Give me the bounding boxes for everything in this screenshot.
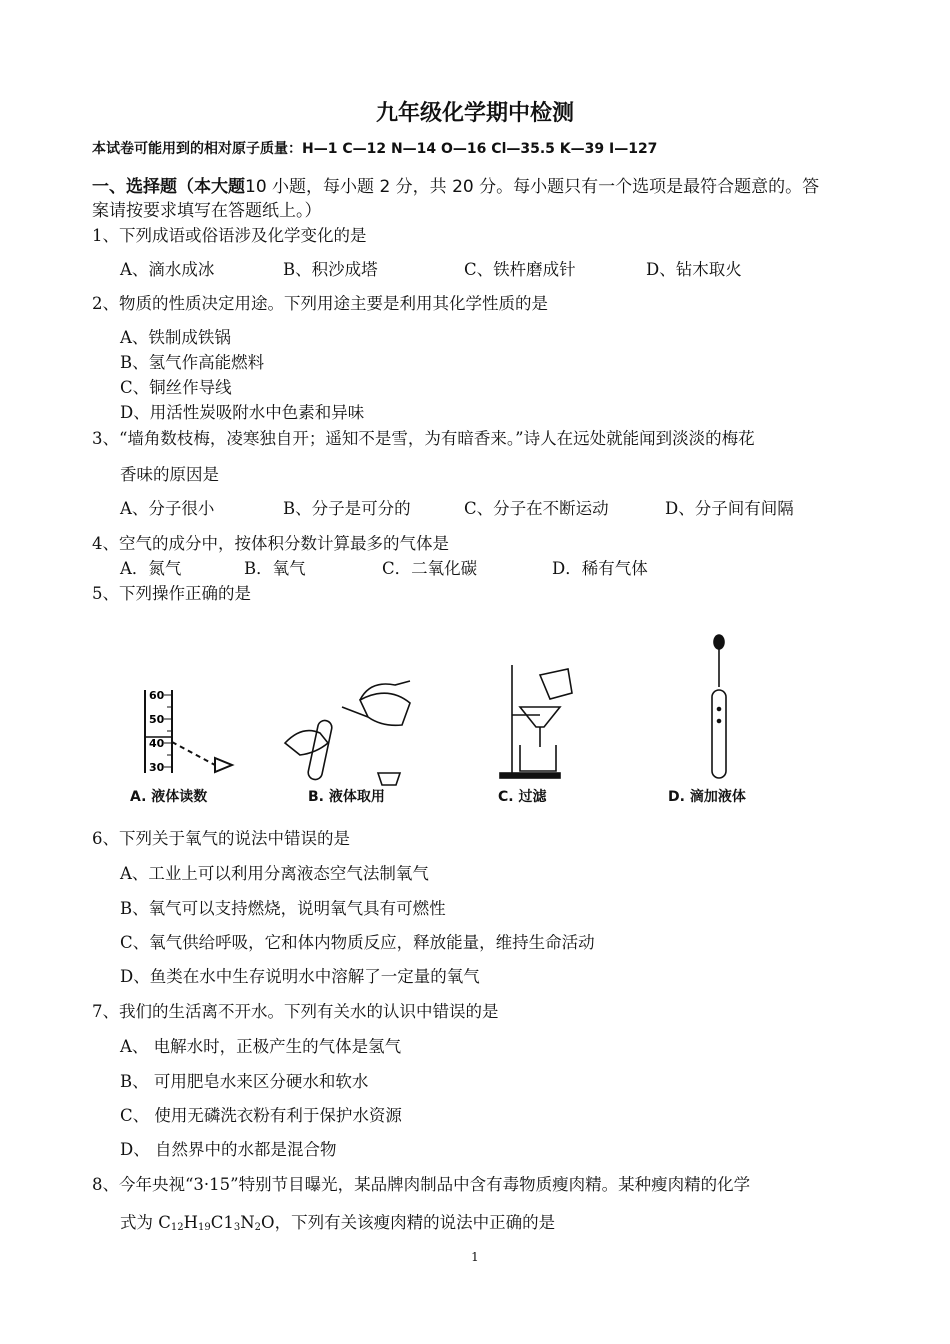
figure-label-b: B. 液体取用 — [308, 789, 385, 805]
figure-d-dropper — [712, 635, 726, 778]
question-1-option-c: C、铁杵磨成针 — [464, 260, 576, 279]
formula-cl: C1 — [210, 1213, 234, 1232]
figure-label-a: A. 液体读数 — [130, 789, 208, 805]
question-3-option-b: B、分子是可分的 — [283, 499, 411, 518]
question-2-option-a: A、铁制成铁锅 — [120, 328, 231, 347]
question-3-stem: 3、“墙角数枝梅，凌寒独自开；遥知不是雪，为有暗香来。”诗人在远处就能闻到淡淡的梅花 — [92, 429, 755, 448]
question-7-option-d: D、 自然界中的水都是混合物 — [120, 1140, 337, 1159]
page-title: 九年级化学期中检测 — [375, 101, 574, 126]
formula-h: H — [183, 1213, 198, 1232]
question-4-option-d: D．稀有气体 — [552, 559, 648, 578]
question-3-option-c: C、分子在不断运动 — [464, 499, 609, 518]
formula-h-count: 19 — [198, 1222, 211, 1233]
question-7-option-c: C、 使用无磷洗衣粉有利于保护水资源 — [120, 1106, 402, 1125]
question-3-stem-cont: 香味的原因是 — [120, 465, 219, 484]
question-1-option-b: B、积沙成塔 — [283, 260, 378, 279]
figure-label-c: C. 过滤 — [498, 789, 547, 805]
question-6-option-b: B、氧气可以支持燃烧，说明氧气具有可燃性 — [120, 899, 446, 918]
scale-tick-40: 40 — [149, 737, 165, 750]
scale-tick-30: 30 — [149, 761, 165, 774]
figure-c-filtration — [500, 665, 572, 778]
question-7-option-a: A、 电解水时，正极产生的气体是氢气 — [120, 1037, 402, 1056]
scale-tick-60: 60 — [149, 689, 165, 702]
question-4-stem: 4、空气的成分中，按体积分数计算最多的气体是 — [92, 534, 449, 553]
question-2-option-b: B、氢气作高能燃料 — [120, 353, 265, 372]
question-8-stem: 8、今年央视“3·15”特别节目曝光，某品牌肉制品中含有毒物质瘦肉精。某种瘦肉精的化学 — [92, 1175, 751, 1194]
question-1-option-a: A、滴水成冰 — [120, 260, 215, 279]
page-number: 1 — [471, 1250, 479, 1264]
question-3-option-a: A、分子很小 — [120, 499, 215, 518]
atomic-masses-note: 本试卷可能用到的相对原子质量：H—1 C—12 N—14 O—16 Cl—35.5 K—39 I—127 — [92, 141, 658, 157]
formula-c-count: 12 — [170, 1222, 184, 1233]
formula-prefix: 式为 C — [120, 1213, 171, 1232]
figure-b-pouring-liquid — [285, 681, 410, 785]
formula-n: N — [240, 1213, 255, 1232]
question-6-option-c: C、氧气供给呼吸，它和体内物质反应，释放能量，维持生命活动 — [120, 933, 595, 952]
section-instructions: 10 小题，每小题 2 分，共 20 分。每小题只有一个选项是最符合题意的。答 — [245, 177, 820, 197]
question-4-option-a: A．氮气 — [120, 559, 182, 578]
question-4-option-c: C．二氧化碳 — [382, 559, 478, 578]
question-7-option-b: B、 可用肥皂水来区分硬水和软水 — [120, 1072, 369, 1091]
formula-n-count: 2 — [254, 1222, 262, 1233]
scale-tick-50: 50 — [149, 713, 165, 726]
lab-operations-figure — [120, 625, 770, 810]
figure-a-graduated-cylinder — [145, 689, 232, 774]
question-6-option-a: A、工业上可以利用分离液态空气法制氧气 — [120, 864, 429, 883]
eye-icon — [215, 758, 232, 772]
question-8-stem-cont — [120, 1209, 555, 1233]
question-6-option-d: D、鱼类在水中生存说明水中溶解了一定量的氧气 — [120, 967, 480, 986]
question-5-stem: 5、下列操作正确的是 — [92, 584, 251, 603]
formula-o: O — [261, 1213, 275, 1232]
question-6-stem: 6、下列关于氧气的说法中错误的是 — [92, 829, 350, 848]
question-3-option-d: D、分子间有间隔 — [665, 499, 794, 518]
question-4-option-b: B．氧气 — [244, 559, 306, 578]
formula-cl-count: 3 — [233, 1222, 241, 1233]
question-2-stem: 2、物质的性质决定用途。下列用途主要是利用其化学性质的是 — [92, 294, 548, 313]
question-1-option-d: D、钻木取火 — [646, 260, 742, 279]
question-7-stem: 7、我们的生活离不开水。下列有关水的认识中错误的是 — [92, 1002, 499, 1021]
section-heading: 一、选择题（本大题 — [92, 177, 245, 197]
question-1-stem: 1、下列成语或俗语涉及化学变化的是 — [92, 226, 367, 245]
formula-suffix: ，下列有关该瘦肉精的说法中正确的是 — [274, 1213, 556, 1232]
section-heading-line2: 案请按要求填写在答题纸上。） — [92, 201, 322, 221]
question-2-option-d: D、用活性炭吸附水中色素和异味 — [120, 403, 365, 422]
section-heading-line1 — [92, 172, 819, 197]
question-2-option-c: C、铜丝作导线 — [120, 378, 232, 397]
figure-label-d: D. 滴加液体 — [668, 789, 746, 805]
